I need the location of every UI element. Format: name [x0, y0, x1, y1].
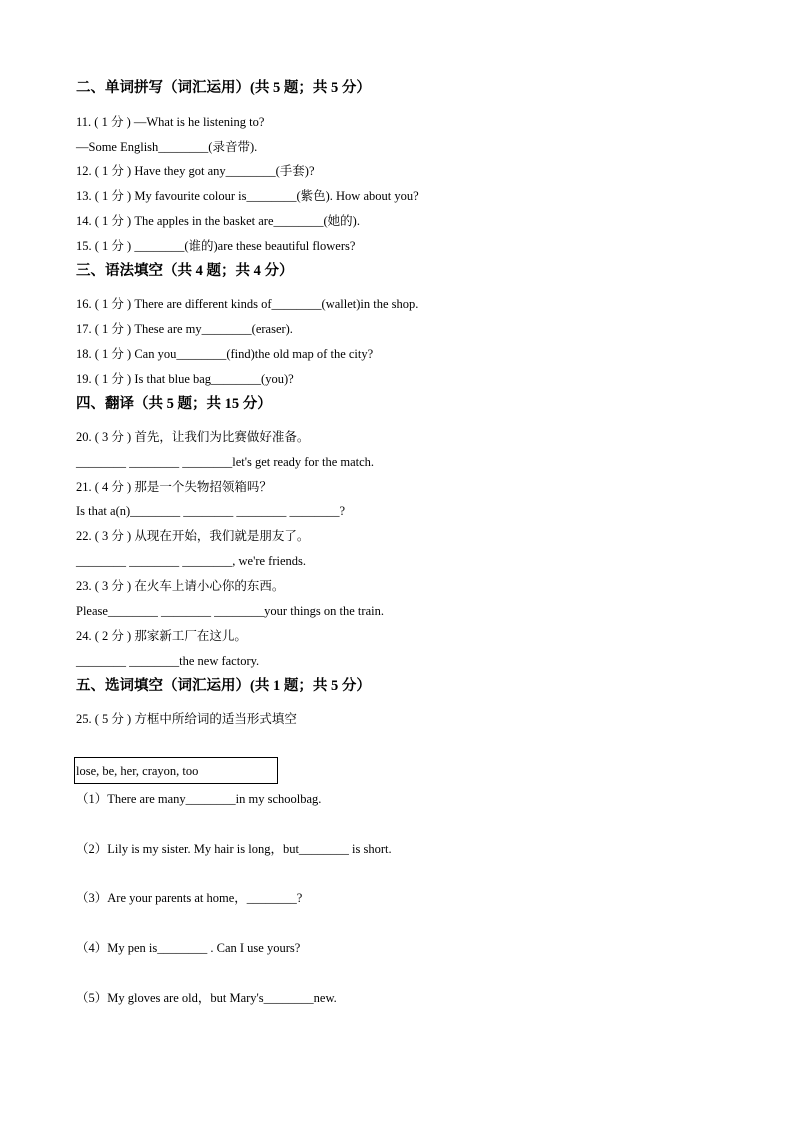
word-box: [74, 757, 278, 784]
question-25-item-2: （2）Lily is my sister. My hair is long，but________ is short.: [76, 842, 392, 856]
question-11-answer-line: —Some English________(录音带).: [76, 140, 258, 154]
question-13: 13. ( 1 分 ) My favourite colour is________(紫色). How about you?: [76, 189, 419, 203]
question-24-answer-line: ________ ________the new factory.: [76, 654, 260, 668]
question-25: 25. ( 5 分 ) 方框中所给词的适当形式填空: [76, 712, 297, 726]
question-14: 14. ( 1 分 ) The apples in the basket are________(她的).: [76, 214, 360, 228]
question-23-answer-line: Please________ ________ ________your things on the train.: [76, 604, 384, 618]
question-25-item-4: （4）My pen is________ . Can I use yours?: [76, 941, 301, 955]
question-16: 16. ( 1 分 ) There are different kinds of________(wallet)in the shop.: [76, 297, 419, 311]
section-heading-3: 三、语法填空（共 4 题；共 4 分）: [76, 263, 294, 279]
question-21-answer-line: Is that a(n)________ ________ ________ ________?: [76, 504, 346, 518]
word-box-text: lose, be, her, crayon, too: [76, 764, 199, 778]
question-12: 12. ( 1 分 ) Have they got any________(手套)?: [76, 164, 315, 178]
question-19: 19. ( 1 分 ) Is that blue bag________(you)?: [76, 372, 294, 386]
question-25-item-5: （5）My gloves are old，but Mary's________new.: [76, 991, 337, 1005]
section-heading-2: 二、单词拼写（词汇运用）(共 5 题；共 5 分）: [76, 80, 371, 96]
question-25-item-3: （3）Are your parents at home，________?: [76, 891, 303, 905]
question-22: 22. ( 3 分 ) 从现在开始，我们就是朋友了。: [76, 529, 310, 543]
question-20-answer-line: ________ ________ ________let's get ready for the match.: [76, 455, 375, 469]
question-23: 23. ( 3 分 ) 在火车上请小心你的东西。: [76, 579, 285, 593]
question-17: 17. ( 1 分 ) These are my________(eraser).: [76, 322, 293, 336]
question-25-item-1: （1）There are many________in my schoolbag.: [76, 792, 322, 806]
question-20: 20. ( 3 分 ) 首先，让我们为比赛做好准备。: [76, 430, 310, 444]
section-heading-5: 五、选词填空（词汇运用）(共 1 题；共 5 分）: [76, 678, 371, 694]
question-11: 11. ( 1 分 ) —What is he listening to?: [76, 115, 265, 129]
question-18: 18. ( 1 分 ) Can you________(find)the old map of the city?: [76, 347, 374, 361]
question-24: 24. ( 2 分 ) 那家新工厂在这儿。: [76, 629, 247, 643]
question-15: 15. ( 1 分 ) ________(谁的)are these beautiful flowers?: [76, 239, 356, 253]
question-21: 21. ( 4 分 ) 那是一个失物招领箱吗？: [76, 480, 272, 494]
question-22-answer-line: ________ ________ ________, we're friends.: [76, 554, 306, 568]
section-heading-4: 四、翻译（共 5 题；共 15 分）: [76, 396, 272, 412]
